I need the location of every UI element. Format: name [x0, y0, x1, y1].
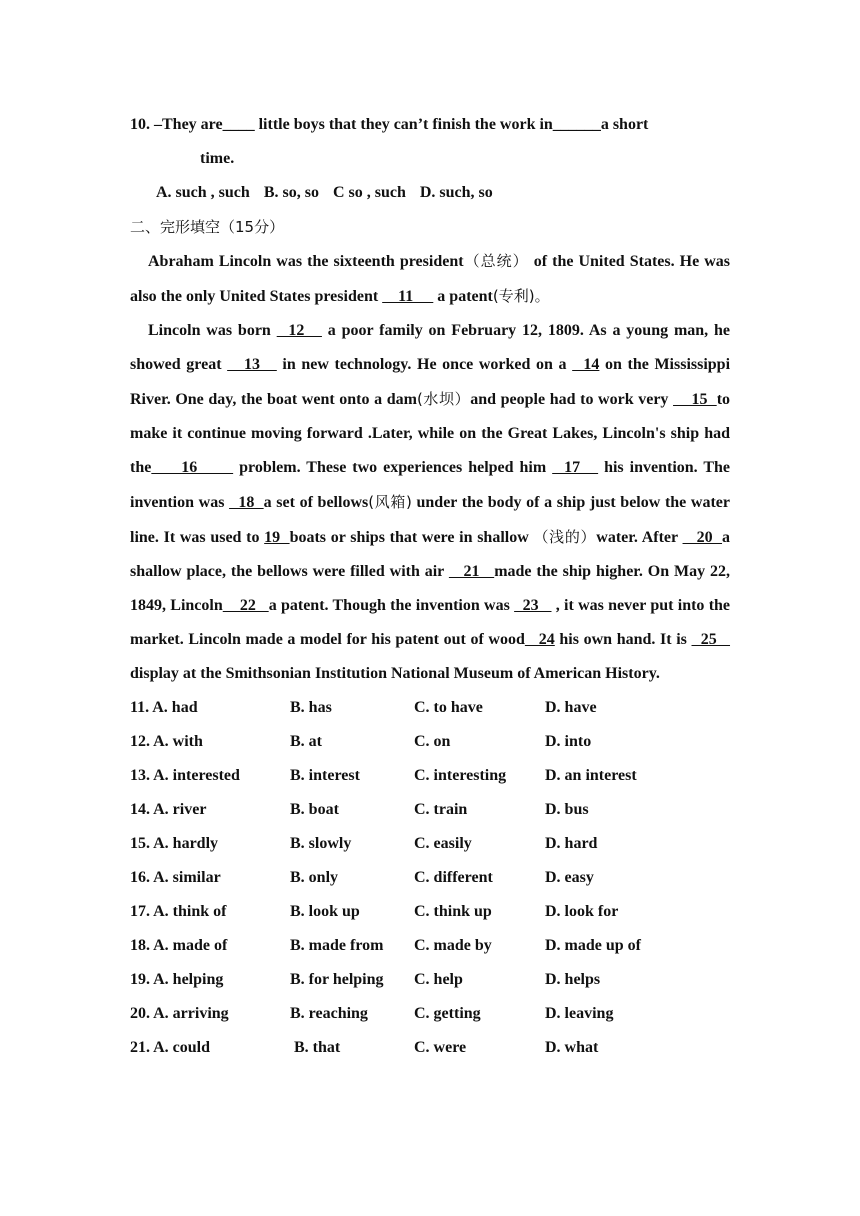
choice-row-12: 12. A. with B. at C. on D. into	[130, 733, 592, 750]
blank-24: 24	[524, 631, 555, 648]
blank-19: 19	[264, 529, 290, 546]
q10-blank-2: ______	[552, 116, 601, 133]
choice-row-16: 16. A. similar B. only C. different D. easy	[130, 869, 594, 886]
blank-21: 21	[448, 563, 495, 580]
q10-option-a: A. such , such	[156, 184, 250, 201]
choice-row-13: 13. A. interested B. interest C. interesting D. an interest	[130, 767, 637, 784]
choice-row-20: 20. A. arriving B. reaching C. getting D. leaving	[130, 1005, 614, 1022]
passage-paragraph-2: Lincoln was born 12 a poor family on February 12, 1809. As a young man, he showed great 13 in new technology. He once worked on a 14 on the Mississippi River. One day, the boat went onto a dam(水坝）and people had to work very 15 to make it continue moving forward .Later, while on the Great Lakes, Lincoln's ship had the 16 problem. These two experiences helped him 17 his invention. The invention was 18 a set of bellows(风箱) under the body of a ship just below the water line. It was used to 19 boats or ships that were in shallow （浅的）water. After 20 a shallow place, the bellows were filled with air 21 made the ship higher. On May 22, 1849, Lincoln 22 a patent. Though the invention was 23 , it was never put into the market. Lincoln made a model for his patent out of wood 24 his own hand. It is 25 display at the Smithsonian Institution National Museum of American History.	[130, 322, 731, 682]
choice-row-21: 21. A. could B. that C. were D. what	[130, 1039, 599, 1056]
question-10-options	[130, 176, 730, 210]
q10-option-b: B. so, so	[263, 184, 319, 201]
blank-13: 13	[227, 356, 277, 373]
section-title: 二、完形填空（15分）	[130, 218, 285, 236]
q10-blank-1: ____	[222, 116, 255, 133]
blank-25: 25	[691, 631, 731, 648]
blank-16: 16	[151, 459, 234, 476]
choice-row-15: 15. A. hardly B. slowly C. easily D. hard	[130, 835, 598, 852]
choice-row-18: 18. A. made of B. made from C. made by D. made up of	[130, 937, 642, 954]
choice-row-19: 19. A. helping B. for helping C. help D. helps	[130, 971, 601, 988]
q10-text-2: little boys that they can’t finish the work in	[254, 116, 553, 133]
choice-row-17: 17. A. think of B. look up C. think up D. look for	[130, 903, 619, 920]
blank-20: 20	[682, 529, 723, 546]
blank-23: 23	[514, 597, 552, 614]
question-10-continuation: time.	[200, 150, 235, 167]
choice-row-11: 11. A. had B. has C. to have D. have	[130, 699, 597, 716]
question-10-stem	[130, 108, 730, 142]
blank-18: 18	[229, 494, 264, 511]
blank-14: 14	[572, 356, 600, 373]
passage-paragraph-1: Abraham Lincoln was the sixteenth president（总统） of the United States. He was also the only United States president 11 a patent(专利)。	[130, 252, 730, 305]
choice-row-14: 14. A. river B. boat C. train D. bus	[130, 801, 589, 818]
q10-text-1: 10. –They are	[130, 116, 223, 133]
blank-17: 17	[552, 459, 599, 476]
blank-22: 22	[222, 597, 269, 614]
q10-text-3: a short	[600, 116, 649, 133]
choice-list	[130, 691, 730, 1065]
blank-12: 12	[276, 322, 322, 339]
q10-option-d: D. such, so	[419, 184, 493, 201]
exam-content	[130, 108, 730, 1065]
blank-11: 11	[382, 288, 434, 305]
q10-option-c: C so , such	[332, 184, 406, 201]
blank-15: 15	[673, 391, 717, 408]
